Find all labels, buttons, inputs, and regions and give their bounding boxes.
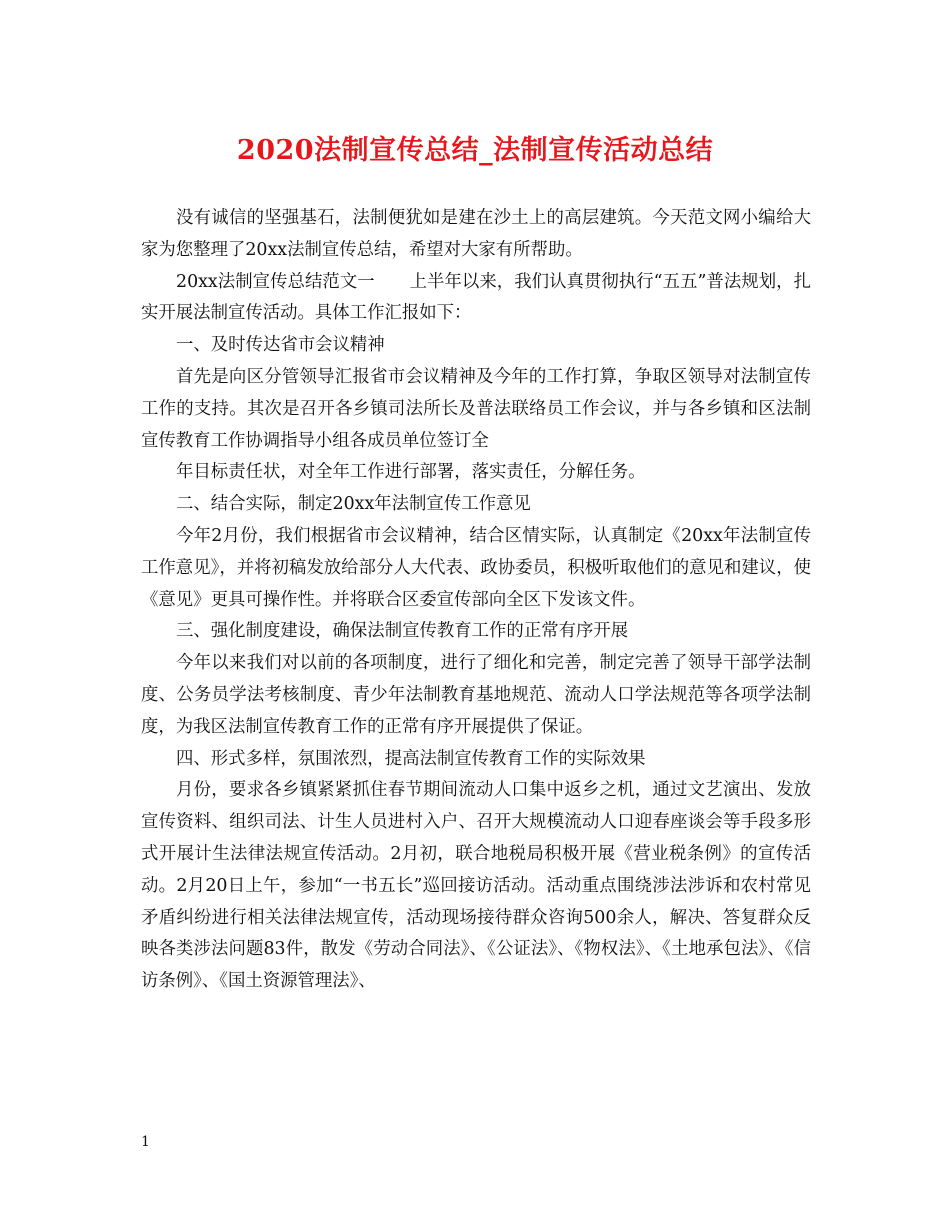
section-heading-2: 二、结合实际，制定20xx年法制宣传工作意见 [176,494,531,515]
paragraph-section-4: 月份，要求各乡镇紧紧抓住春节期间流动人口集中返乡之机，通过文艺演出、发放宣传资料、组织司法、计生人员进村入户、召开大规模流动人口迎春座谈会等手段多形式开展计生法律法规宣传活动。2月初，联合地税局积极开展《营业税条例》的宣传活动。2月20日上午，参加“一书五长”巡回接访活动。活动重点围绕涉法涉诉和农村常见矛盾纠纷进行相关法律法规宣传，活动现场接待群众咨询500余人，解决、答复群众反映各类涉法问题83件，散发《劳动合同法》、《公证法》、《物权法》、《土地承包法》、《信访条例》、《国土资源管理法》、 [141,780,811,992]
document-body [141,203,811,998]
paragraph-sample-one: 20xx法制宣传总结范文一 上半年以来，我们认真贯彻执行“五五”普法规划，扎实开展法制宣传活动。具体工作汇报如下： [141,271,811,324]
section-heading-1: 一、及时传达省市会议精神 [176,335,385,356]
paragraph-section-2: 今年2月份，我们根据省市会议精神，结合区情实际，认真制定《20xx年法制宣传工作意见》，并将初稿发放给部分人大代表、政协委员，积极听取他们的意见和建议，使《意见》更具可操作性。并将联合区委宣传部向全区下发该文件。 [141,525,811,610]
section-heading-3: 三、强化制度建设，确保法制宣传教育工作的正常有序开展 [176,621,629,642]
paragraph-intro: 没有诚信的坚强基石，法制便犹如是建在沙土上的高层建筑。今天范文网小编给大家为您整理了20xx法制宣传总结，希望对大家有所帮助。 [141,208,811,260]
page-number: 1 [141,1134,150,1150]
paragraph-section-1: 首先是向区分管领导汇报省市会议精神及今年的工作打算，争取区领导对法制宣传工作的支持。其次是召开各乡镇司法所长及普法联络员工作会议，并与各乡镇和区法制宣传教育工作协调指导小组各成员单位签订全 [141,366,811,451]
paragraph-section-1-continued: 年目标责任状，对全年工作进行部署，落实责任，分解任务。 [176,462,646,483]
document-title: 2020法制宣传总结_法制宣传活动总结 [236,135,714,166]
section-heading-4: 四、形式多样，氛围浓烈，提高法制宣传教育工作的实际效果 [176,748,646,769]
paragraph-section-3: 今年以来我们对以前的各项制度，进行了细化和完善，制定完善了领导干部学法制度、公务员学法考核制度、青少年法制教育基地规范、流动人口学法规范等各项学法制度，为我区法制宣传教育工作的正常有序开展提供了保证。 [141,653,811,737]
